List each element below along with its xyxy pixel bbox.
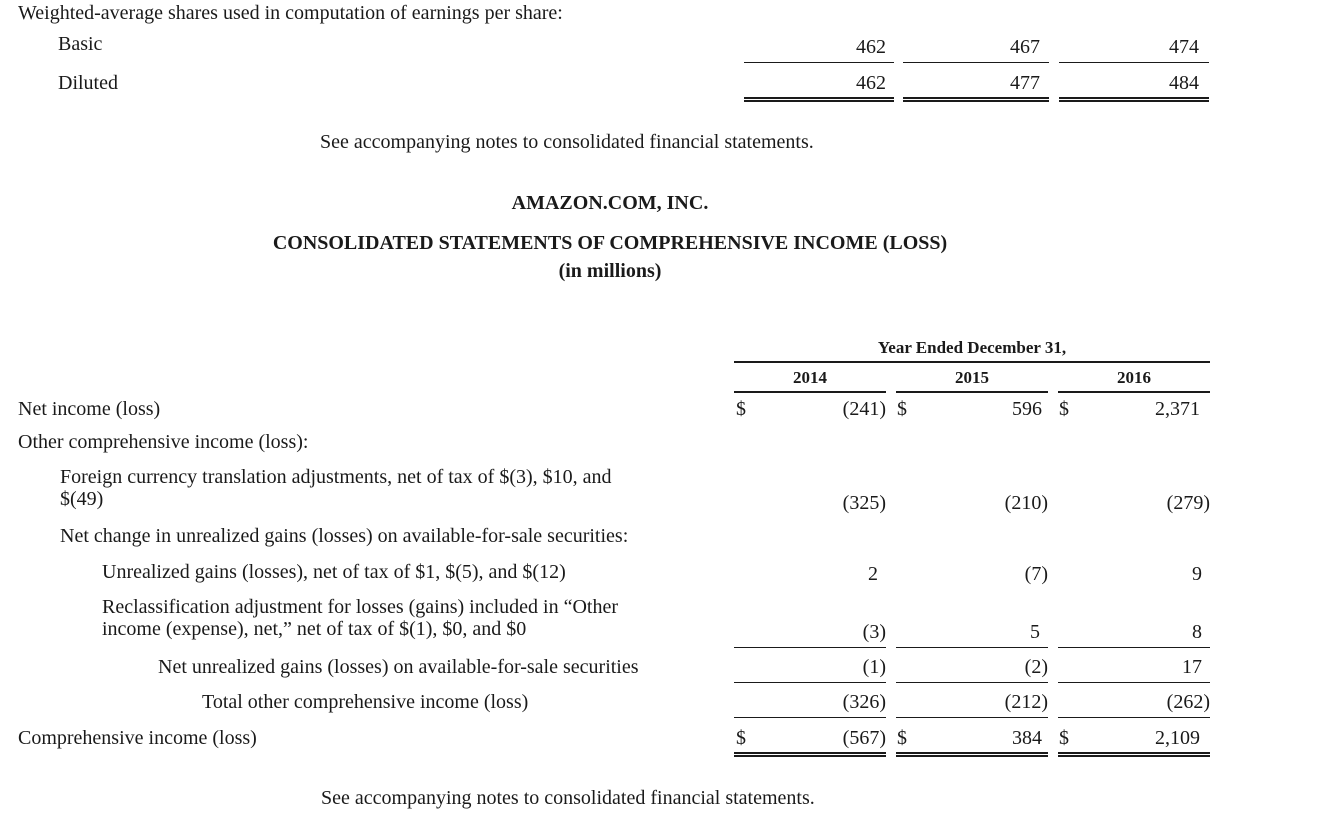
total-rule [896, 717, 1048, 718]
year-rule [1058, 391, 1210, 393]
diluted-2016: 484 [1169, 72, 1199, 94]
net-unrealized-2014: (1) [862, 656, 886, 678]
double-rule [903, 97, 1049, 102]
subtotal-rule [734, 682, 886, 683]
statement-title: CONSOLIDATED STATEMENTS OF COMPREHENSIVE INCOME (LOSS) [272, 232, 948, 254]
basic-label: Basic [58, 33, 103, 55]
year-2015: 2015 [955, 368, 989, 387]
net-unrealized-2015: (2) [1024, 656, 1048, 678]
unrealized-2016: 9 [1192, 563, 1202, 585]
currency-symbol: $ [1059, 727, 1069, 749]
notes-reference-top: See accompanying notes to consolidated financial statements. [320, 131, 814, 153]
fx-label-line2: $(49) [60, 488, 104, 510]
subtotal-rule [896, 682, 1048, 683]
basic-2014: 462 [856, 36, 886, 58]
double-rule [1059, 97, 1209, 102]
year-2016: 2016 [1117, 368, 1151, 387]
rule [1059, 62, 1209, 63]
comprehensive-2015: 384 [1012, 727, 1042, 749]
notes-reference-bottom: See accompanying notes to consolidated financial statements. [321, 787, 815, 809]
total-oci-label: Total other comprehensive income (loss) [202, 691, 529, 713]
year-rule [734, 391, 886, 393]
subtotal-rule [1058, 647, 1210, 648]
year-2014: 2014 [793, 368, 827, 387]
net-unrealized-label: Net unrealized gains (losses) on available-for-sale securities [158, 656, 639, 678]
basic-2016: 474 [1169, 36, 1199, 58]
subtotal-rule [734, 647, 886, 648]
rule [903, 62, 1049, 63]
oci-heading: Other comprehensive income (loss): [18, 431, 309, 453]
total-oci-2015: (212) [1004, 691, 1048, 713]
total-rule [1058, 717, 1210, 718]
unrealized-label: Unrealized gains (losses), net of tax of $1, $(5), and $(12) [102, 561, 566, 583]
total-oci-2014: (326) [842, 691, 886, 713]
fx-label-line1: Foreign currency translation adjustments, net of tax of $(3), $10, and [60, 466, 612, 488]
currency-symbol: $ [897, 398, 907, 420]
fx-2014: (325) [842, 492, 886, 514]
fx-2016: (279) [1166, 492, 1210, 514]
shares-heading: Weighted-average shares used in computation of earnings per share: [18, 2, 563, 24]
unrealized-2014: 2 [868, 563, 878, 585]
double-rule [1058, 752, 1210, 757]
double-rule [896, 752, 1048, 757]
diluted-label: Diluted [58, 72, 118, 94]
fx-2015: (210) [1004, 492, 1048, 514]
diluted-2014: 462 [856, 72, 886, 94]
reclass-2014: (3) [862, 621, 886, 643]
subtotal-rule [896, 647, 1048, 648]
diluted-2015: 477 [1010, 72, 1040, 94]
company-name: AMAZON.COM, INC. [511, 192, 709, 214]
comprehensive-2016: 2,109 [1155, 727, 1200, 749]
subtotal-rule [1058, 682, 1210, 683]
unrealized-2015: (7) [1024, 563, 1048, 585]
net-income-2016: 2,371 [1155, 398, 1200, 420]
reclass-2016: 8 [1192, 621, 1202, 643]
double-rule [744, 97, 894, 102]
header-rule [734, 361, 1210, 363]
currency-symbol: $ [897, 727, 907, 749]
period-header: Year Ended December 31, [877, 338, 1067, 357]
currency-symbol: $ [736, 727, 746, 749]
basic-2015: 467 [1010, 36, 1040, 58]
currency-symbol: $ [736, 398, 746, 420]
net-income-label: Net income (loss) [18, 398, 161, 420]
afs-heading: Net change in unrealized gains (losses) on available-for-sale securities: [60, 525, 629, 547]
statement-units: (in millions) [558, 260, 662, 282]
reclass-2015: 5 [1030, 621, 1040, 643]
net-income-2014: (241) [842, 398, 886, 420]
currency-symbol: $ [1059, 398, 1069, 420]
comprehensive-income-label: Comprehensive income (loss) [18, 727, 257, 749]
net-unrealized-2016: 17 [1182, 656, 1202, 678]
double-rule [734, 752, 886, 757]
reclass-label-line1: Reclassification adjustment for losses (gains) included in “Other [102, 596, 618, 618]
total-rule [734, 717, 886, 718]
rule [744, 62, 894, 63]
comprehensive-2014: (567) [842, 727, 886, 749]
total-oci-2016: (262) [1166, 691, 1210, 713]
net-income-2015: 596 [1012, 398, 1042, 420]
reclass-label-line2: income (expense), net,” net of tax of $(1), $0, and $0 [102, 618, 527, 640]
year-rule [896, 391, 1048, 393]
